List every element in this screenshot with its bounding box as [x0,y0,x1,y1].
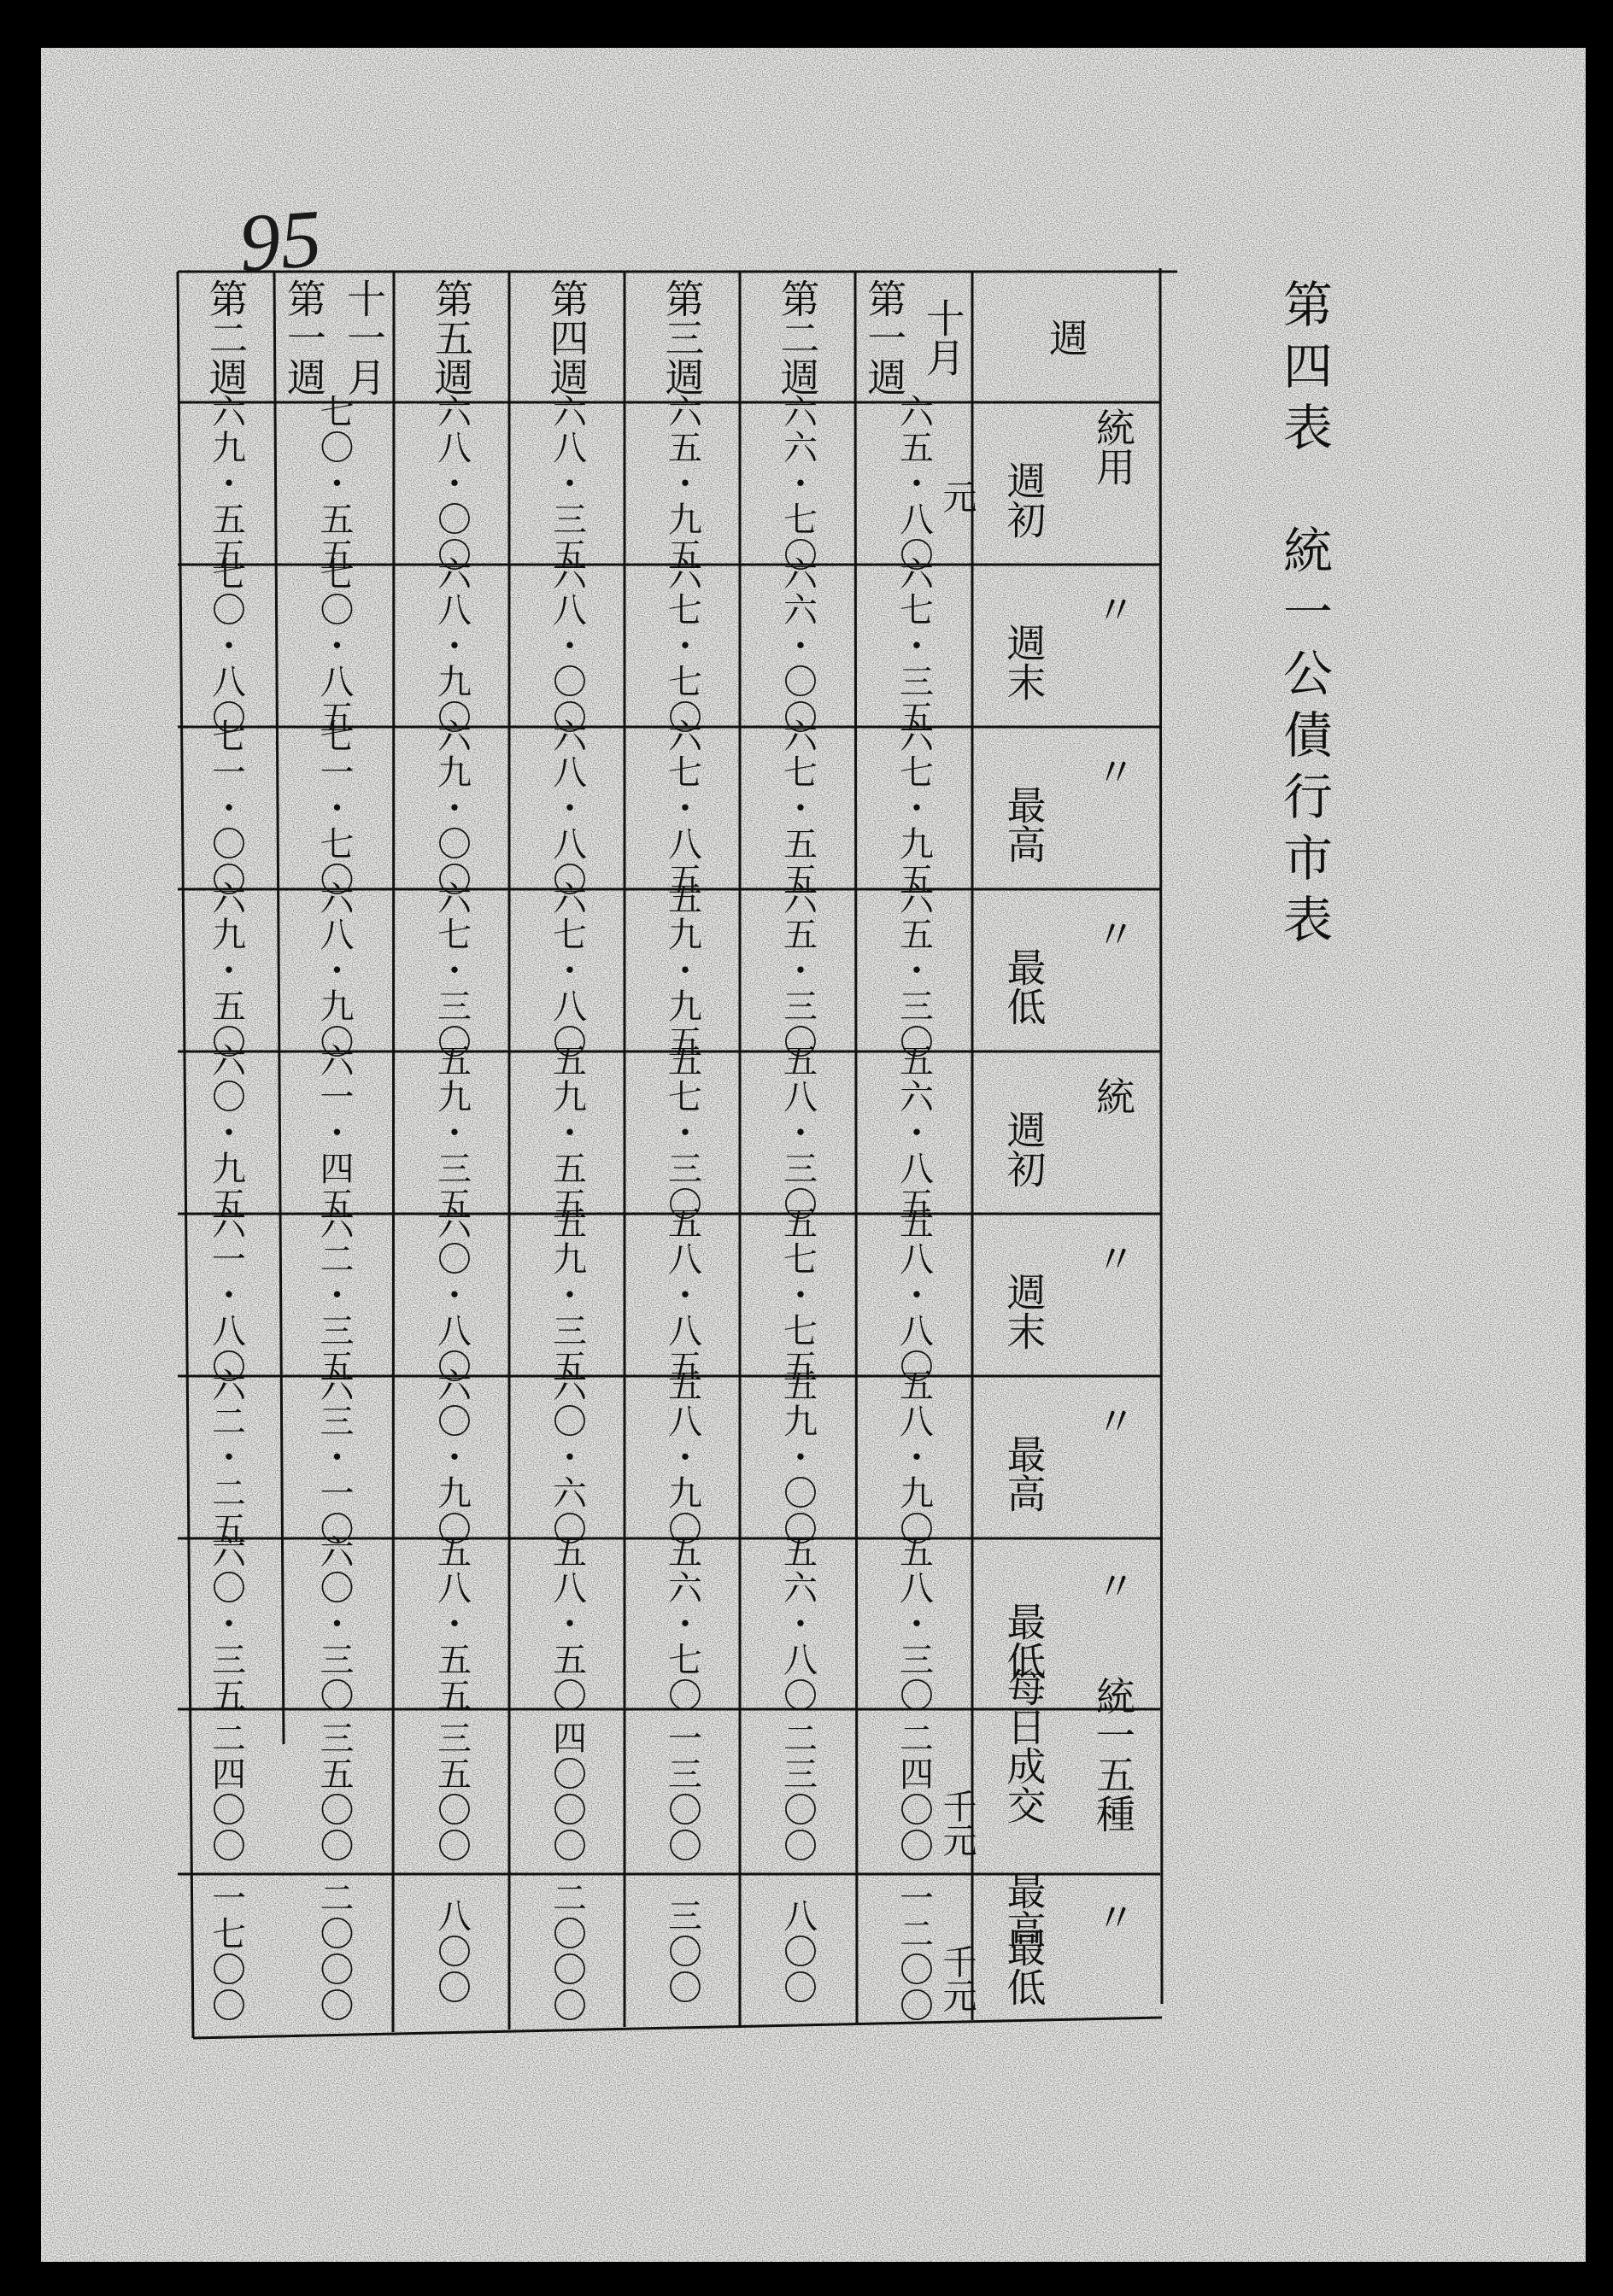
table-cell: 七一・〇〇 [206,718,246,898]
week-label: 第二週 [774,278,821,396]
table-cell: 三〇〇 [662,1898,702,2006]
table-cell: 六八・三五 [547,394,587,573]
month-label: 十月 [919,297,966,377]
table-cell: 六七・五五 [777,718,818,898]
table-cell: 六七・八〇 [547,881,587,1060]
table-cell: 六五・三〇 [777,881,818,1060]
table-cell: 六七・七〇 [662,556,702,735]
measure-header-top: 〃 [1090,1897,1136,1937]
measure-header-label: 最低 [1000,1602,1047,1680]
table-cell: 三五〇〇 [431,1719,472,1864]
month-label: 十一月 [341,278,387,396]
table-cell: 四〇〇〇 [547,1719,587,1864]
measure-header-top: 統用 [1090,407,1136,487]
table-cell: 六一・四五 [314,1043,354,1222]
table-cell: 六七・三〇 [431,881,472,1060]
table-cell: 五七・七五 [777,1205,818,1385]
table-cell: 六二・二五 [206,1368,246,1547]
table-cell: 六九・五〇 [206,881,246,1060]
table-cell: 五八・八五 [662,1205,702,1385]
week-label: 第三週 [659,278,706,396]
table-cell: 六八・九〇 [431,556,472,735]
table-cell: 一二〇〇 [894,1880,934,2024]
week-label: 第四週 [543,278,590,396]
table-cell: 二四〇〇 [894,1719,934,1864]
table-cell: 五八・五〇 [547,1534,587,1713]
measure-header-top: 〃 [1090,1239,1136,1279]
table-cell: 六七・九五 [894,718,934,898]
table-cell: 六六・〇〇 [777,556,818,735]
table-cell: 六八・八〇 [547,718,587,898]
table-cell: 六九・〇〇 [431,718,472,898]
unit-label: 元 [937,479,977,513]
table-cell: 六一・八〇 [206,1205,246,1385]
week-label: 第五週 [428,278,475,396]
table-cell: 五八・八〇 [894,1205,934,1385]
table-cell: 八〇〇 [777,1898,818,2006]
measure-header-top: 〃 [1090,1566,1136,1605]
unit-label: 千元 [937,1944,977,2012]
measure-header-top: 統一五種 [1090,1676,1136,1834]
table-cell: 六〇・六〇 [547,1368,587,1547]
table-cell: 七一・七〇 [314,718,354,898]
measure-header-label: 每日成交 最高 [1000,1666,1047,1949]
table-cell: 五九・三五 [547,1205,587,1385]
table-cell: 六九・五五 [206,394,246,573]
document-title: 第四表 統一公債行市表 [1275,278,1333,955]
table-cell: 六〇・九五 [206,1043,246,1222]
measure-header-top: 〃 [1090,914,1136,954]
unit-label: 千元 [937,1789,977,1857]
measure-header-top: 統 [1090,1076,1136,1116]
table-cell: 五九・九五 [662,881,702,1060]
table-cell: 二〇〇〇 [547,1880,587,2024]
table-cell: 六八・九〇 [314,881,354,1060]
table-cell: 六八・〇〇 [431,394,472,573]
week-label: 第二週 [202,278,249,396]
document-page [41,48,1586,2262]
table-cell: 七〇・八五 [314,556,354,735]
table-cell: 六〇・三〇 [314,1534,354,1713]
table-cell: 五七・三〇 [662,1043,702,1222]
measure-header-label: 週末 [1000,1272,1047,1350]
measure-header-top: 〃 [1090,589,1136,630]
measure-header-top: 〃 [1090,752,1136,792]
table-cell: 一七〇〇 [206,1880,246,2024]
table-cell: 六〇・三五 [206,1534,246,1713]
table-cell: 二三〇〇 [777,1719,818,1864]
table-cell: 六七・三五 [894,556,934,735]
table-cell: 五九・五五 [547,1043,587,1222]
table-cell: 五九・〇〇 [777,1368,818,1547]
table-cell: 八〇〇 [431,1898,472,2006]
table-cell: 六〇・九〇 [431,1368,472,1547]
table-cell: 五八・三〇 [894,1534,934,1713]
table-cell: 五八・九〇 [662,1368,702,1547]
table-cell: 三五〇〇 [314,1719,354,1864]
table-cell: 五八・九〇 [894,1368,934,1547]
measure-header-top: 〃 [1090,1401,1136,1441]
table-cell: 六八・〇〇 [547,556,587,735]
table-cell: 七〇・五五 [314,394,354,573]
measure-header-label: 週初 [1000,460,1047,539]
table-cell: 五六・八五 [894,1043,934,1222]
measure-header-label: 最低 [1000,1928,1047,2007]
table-cell: 五六・七〇 [662,1534,702,1713]
measure-header-label: 週初 [1000,1110,1047,1188]
table-cell: 六六・七〇 [777,394,818,573]
week-label: 第一週 [861,278,908,396]
table-cell: 六〇・八〇 [431,1205,472,1385]
table-cell: 六五・九五 [662,394,702,573]
measure-header-label: 最高 [1000,785,1047,864]
table-cell: 一三〇〇 [662,1719,702,1864]
table-cell: 五九・三五 [431,1043,472,1222]
table-cell: 六五・八〇 [894,394,934,573]
table-cell: 五六・八〇 [777,1534,818,1713]
table-cell: 六二・三五 [314,1205,354,1385]
table-cell: 五八・三〇 [777,1043,818,1222]
table-cell: 二〇〇〇 [314,1880,354,2024]
table-cell: 五八・五五 [431,1534,472,1713]
measure-header-label: 週末 [1000,623,1047,701]
measure-header-label: 最高 [1000,1434,1047,1513]
table-cell: 六三・一〇 [314,1368,354,1547]
table-cell: 六五・三〇 [894,881,934,1060]
page-number: 95 [236,191,325,290]
table-cell: 六七・八五 [662,718,702,898]
table-cell: 七〇・八〇 [206,556,246,735]
week-label: 第一週 [281,278,327,396]
measure-header-label: 最低 [1000,947,1047,1026]
corner-header: 週 [1043,317,1089,357]
table-cell: 二四〇〇 [206,1719,246,1864]
